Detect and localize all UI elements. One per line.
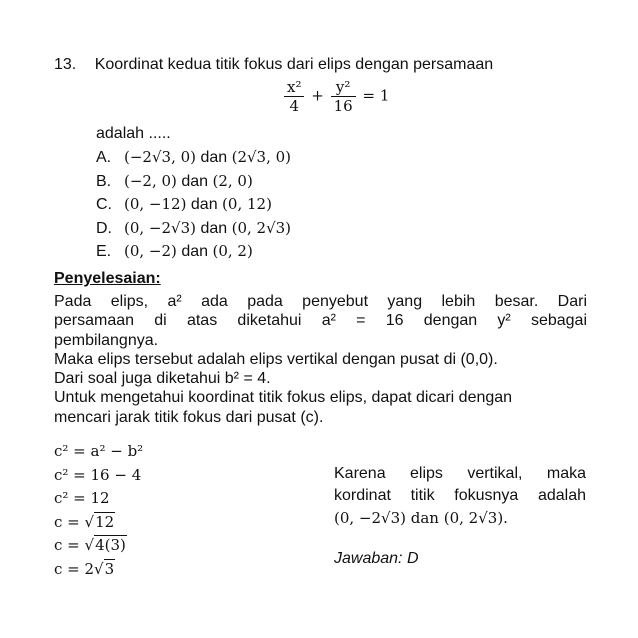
note-line: (0, −2√3) dan (0, 2√3). (334, 509, 508, 527)
note-line: Karena elips vertikal, maka (334, 465, 586, 482)
option-connector: dan (176, 243, 213, 260)
radicand: 4(3) (95, 536, 126, 554)
question-number: 13. (54, 56, 77, 73)
option-connector: dan (196, 219, 232, 237)
option-right: (2√3, 0) (231, 148, 292, 166)
plus-sign: + (311, 86, 324, 105)
option-connector: dan (186, 196, 223, 213)
option-left: (−2√3, 0) (124, 148, 196, 166)
solution-line: Maka elips tersebut adalah elips vertikal dengan pusat di (0,0). (54, 350, 498, 368)
calc-prefix: c = √ (54, 536, 95, 554)
question-tail: adalah ..... (96, 125, 171, 142)
fraction-x-denominator: 4 (289, 97, 300, 115)
option-b (96, 170, 291, 194)
fraction-y-denominator: 16 (333, 97, 353, 115)
final-answer: Jawaban: D (334, 550, 419, 567)
option-left: (0, −2√3) (124, 218, 196, 237)
option-connector: dan (176, 172, 213, 190)
option-a (96, 146, 291, 170)
solution-line: mencari jarak titik fokus dari pusat (c). (54, 408, 324, 426)
radicand: 12 (95, 512, 115, 531)
solution-line: pembilangnya. (54, 331, 159, 349)
calc-step: c² = 12 (54, 489, 110, 507)
question-text: Koordinat kedua titik fokus dari elips dengan persamaan (94, 56, 494, 73)
calc-prefix: c = √ (54, 512, 95, 531)
calc-prefix: c = 2√ (54, 559, 104, 578)
option-right: (0, 2√3) (231, 218, 292, 237)
option-letter: A. (96, 149, 112, 166)
option-d (96, 217, 291, 241)
option-right: (0, 2) (212, 242, 253, 260)
fraction-x (284, 78, 304, 115)
option-connector: dan (196, 149, 232, 166)
option-letter: E. (96, 243, 112, 260)
option-left: (0, −12) (124, 195, 187, 213)
solution-paragraph (54, 292, 587, 427)
radicand: 3 (104, 559, 115, 578)
equation-rhs: = 1 (362, 86, 390, 105)
option-e (96, 240, 291, 264)
option-letter: D. (96, 219, 112, 237)
calculation-steps (54, 440, 143, 581)
options-list (96, 146, 291, 264)
solution-line: Pada elips, a² ada pada penyebut yang lebih besar. Dari (54, 293, 587, 310)
option-letter: B. (96, 172, 112, 190)
calc-step (54, 558, 143, 582)
option-left: (−2, 0) (124, 171, 177, 190)
ellipse-equation (282, 78, 389, 115)
note-line: kordinat titik fokusnya adalah (334, 487, 586, 504)
solution-line: persamaan di atas diketahui a² = 16 dengan y² sebagai (54, 312, 587, 330)
question-line (54, 56, 493, 74)
focus-note (334, 463, 586, 529)
option-letter: C. (96, 196, 112, 213)
fraction-y (331, 78, 356, 115)
calc-step: c² = a² − b² (54, 442, 144, 460)
option-c (96, 193, 291, 217)
option-right: (2, 0) (212, 171, 253, 190)
solution-heading: Penyelesaian: (54, 270, 161, 287)
fraction-x-numerator: x² (284, 78, 304, 97)
fraction-y-numerator: y² (331, 78, 356, 97)
solution-line: Dari soal juga diketahui b² = 4. (54, 370, 271, 388)
calc-step: c² = 16 − 4 (54, 465, 142, 484)
calc-step (54, 534, 143, 558)
option-left: (0, −2) (124, 242, 177, 260)
option-right: (0, 12) (222, 195, 272, 213)
calc-step (54, 511, 143, 535)
solution-line: Untuk mengetahui koordinat titik fokus elips, dapat dicari dengan (54, 389, 513, 407)
